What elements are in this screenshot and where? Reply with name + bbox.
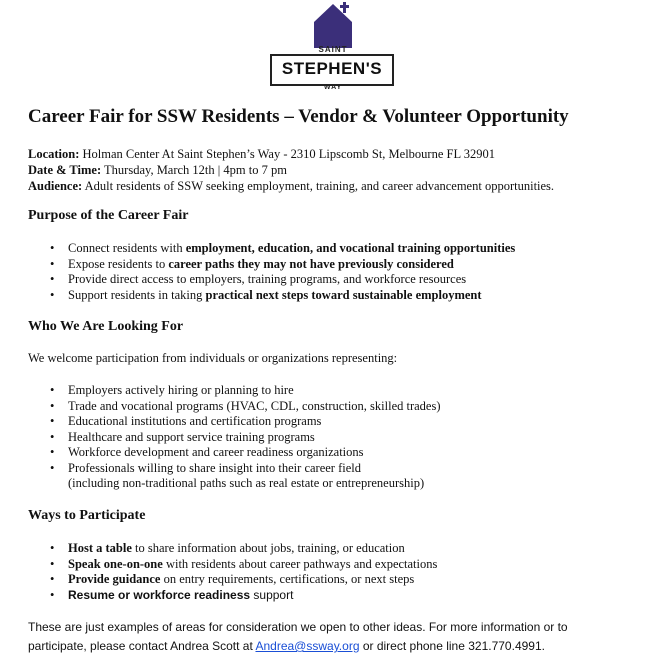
looking-list [28, 383, 648, 492]
list-item: • Resume or workforce readiness support [28, 588, 648, 604]
logo-text-main: STEPHEN'S [281, 59, 383, 78]
purpose-list [28, 241, 648, 303]
audience-value: Adult residents of SSW seeking employment, training, and career advancement opportunities. [82, 179, 555, 193]
event-info [28, 146, 658, 194]
list-item: • Connect residents with employment, education, and vocational training opportunities [28, 241, 648, 257]
list-item: • Healthcare and support service training programs [28, 430, 648, 446]
list-item-continuation: (including non-traditional paths such as real estate or entrepreneurship) [68, 476, 425, 490]
email-link[interactable]: Andrea@ssway.org [255, 639, 360, 653]
audience-line [28, 178, 658, 194]
house-cross-icon [312, 2, 354, 48]
list-item: • Provide guidance on entry requirements, certifications, or next steps [28, 572, 648, 588]
list-item: • Employers actively hiring or planning to hire [28, 383, 648, 399]
ways-heading: Ways to Participate [28, 508, 146, 523]
location-label: Location: [28, 147, 80, 161]
purpose-heading: Purpose of the Career Fair [28, 208, 189, 223]
list-item: • Educational institutions and certification programs [28, 414, 648, 430]
location-line [28, 146, 658, 162]
datetime-line [28, 162, 658, 178]
logo-text-bottom: WAY [323, 84, 343, 91]
list-item: • Host a table to share information about jobs, training, or education [28, 541, 648, 557]
logo-text-top: SAINT [318, 45, 348, 54]
list-item: • Expose residents to career paths they may not have previously considered [28, 257, 648, 273]
location-value: Holman Center At Saint Stephen’s Way - 2310 Lipscomb St, Melbourne FL 32901 [79, 147, 496, 161]
logo-frame [270, 54, 394, 86]
page-title: Career Fair for SSW Residents – Vendor & Volunteer Opportunity [28, 106, 569, 127]
saint-stephens-way-logo [268, 2, 398, 90]
list-item: • Provide direct access to employers, training programs, and workforce resources [28, 272, 648, 288]
audience-label: Audience: [28, 179, 83, 193]
footer-line-2: participate, please contact Andrea Scott at Andrea@ssway.org or direct phone line 321.770.4991. [28, 639, 545, 653]
datetime-label: Date & Time: [28, 163, 102, 177]
list-item: • Trade and vocational programs (HVAC, CDL, construction, skilled trades) [28, 399, 648, 415]
contact-footer [28, 618, 648, 656]
list-item: • Support residents in taking practical next steps toward sustainable employment [28, 288, 648, 304]
list-item: • Speak one-on-one with residents about career pathways and expectations [28, 557, 648, 573]
ways-list [28, 541, 648, 603]
looking-heading: Who We Are Looking For [28, 319, 184, 334]
list-item: • Professionals willing to share insight into their career field [28, 461, 648, 477]
list-item: • Workforce development and career readiness organizations [28, 445, 648, 461]
looking-intro: We welcome participation from individuals or organizations representing: [28, 351, 398, 365]
footer-line-1: These are just examples of areas for consideration we open to other ideas. For more information or to [28, 620, 568, 634]
datetime-value: Thursday, March 12th | 4pm to 7 pm [101, 163, 287, 177]
